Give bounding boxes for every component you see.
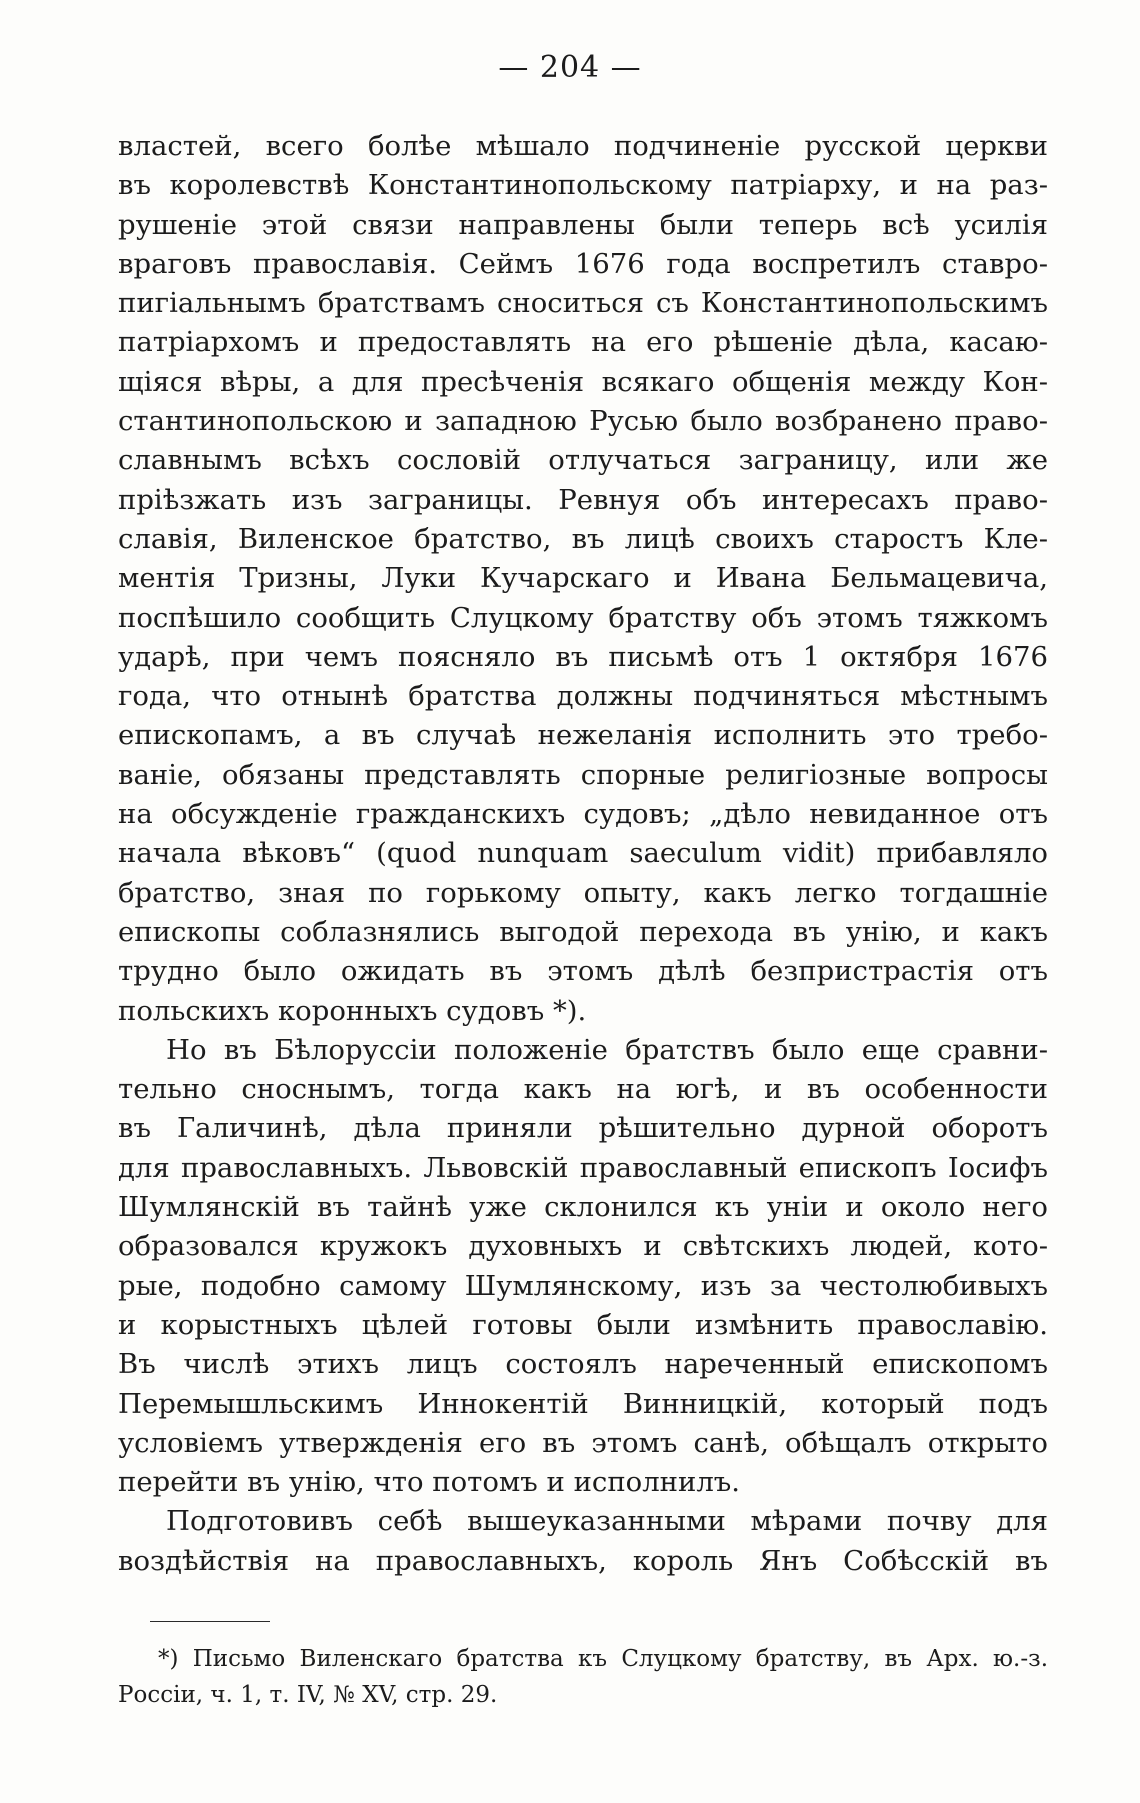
text-line: трудно было ожидать въ этомъ дѣлѣ безпристрастія отъ (118, 955, 1048, 988)
text-line: и корыстныхъ цѣлей готовы были измѣнить православію. (118, 1308, 1048, 1341)
text-line: начала вѣковъ“ (quod nunquam saeculum vidit) прибавляло (118, 837, 1048, 870)
text-line: славнымъ всѣхъ сословій отлучаться заграницу, или же (118, 444, 1048, 477)
text-line: перейти въ унію, что потомъ и исполнилъ. (118, 1466, 741, 1499)
text-line: патріархомъ и предоставлять на его рѣшеніе дѣла, касаю- (118, 326, 1048, 359)
paragraph-1 (118, 127, 1048, 1031)
text-line: щіяся вѣры, а для пресѣченія всякаго общенія между Кон- (118, 365, 1048, 398)
text-line: епископамъ, а въ случаѣ нежеланія исполнить это требо- (118, 719, 1048, 752)
page-number: — 204 — (498, 50, 642, 85)
text-line: поспѣшило сообщить Слуцкому братству объ этомъ тяжкомъ (118, 601, 1048, 634)
text-line: епископы соблазнялись выгодой перехода въ унію, и какъ (118, 915, 1048, 948)
text-line: воздѣйствія на православныхъ, король Янъ Собѣсскій въ (118, 1544, 1048, 1577)
footnote-line: Россіи, ч. 1, т. IV, № XV, стр. 29. (118, 1682, 498, 1708)
text-line: въ королевствѣ Константинопольскому патріарху, и на раз- (118, 169, 1048, 202)
footnote-divider (150, 1621, 270, 1622)
paragraph-2 (118, 1031, 1048, 1503)
text-line: условіемъ утвержденія его въ этомъ санѣ, обѣщалъ открыто (118, 1426, 1048, 1459)
text-line: ваніе, обязаны представлять спорные религіозные вопросы (118, 758, 1048, 791)
text-line: братство, зная по горькому опыту, какъ легко тогдашніе (118, 876, 1048, 909)
text-line: тельно сноснымъ, тогда какъ на югѣ, и въ особенности (118, 1073, 1048, 1106)
text-line: стантинопольскою и западною Русью было возбранено право- (118, 405, 1048, 438)
text-line: польскихъ коронныхъ судовъ *). (118, 994, 587, 1027)
text-line: враговъ православія. Сеймъ 1676 года воспретилъ ставро- (118, 247, 1048, 280)
text-line: славія, Виленское братство, въ лицѣ своихъ старостъ Кле- (118, 522, 1048, 555)
text-line: пріѣзжать изъ заграницы. Ревнуя объ интересахъ право- (118, 483, 1048, 516)
text-line: ударѣ, при чемъ поясняло въ письмѣ отъ 1 октября 1676 (118, 640, 1048, 673)
text-line: Подготовивъ себѣ вышеуказанными мѣрами почву для (166, 1505, 1048, 1538)
body-text (118, 127, 1048, 1581)
text-line: образовался кружокъ духовныхъ и свѣтскихъ людей, кото- (118, 1230, 1048, 1263)
text-line: Но въ Бѣлоруссіи положеніе братствъ было еще сравни- (166, 1033, 1048, 1066)
text-line: Шумлянскій въ тайнѣ уже склонился къ уніи и около него (118, 1191, 1048, 1224)
text-line: на обсужденіе гражданскихъ судовъ; „дѣло невиданное отъ (118, 798, 1048, 831)
text-line: властей, всего болѣе мѣшало подчиненіе русской церкви (118, 130, 1048, 162)
text-line: Въ числѣ этихъ лицъ состоялъ нареченный епископомъ (118, 1348, 1048, 1381)
text-line: для православныхъ. Львовскій православный епископъ Іосифъ (118, 1151, 1048, 1184)
text-line: ментія Тризны, Луки Кучарскаго и Ивана Бельмацевича, (118, 562, 1048, 595)
text-line: въ Галичинѣ, дѣла приняли рѣшительно дурной оборотъ (118, 1112, 1048, 1145)
text-line: пигіальнымъ братствамъ сноситься съ Константинопольскимъ (118, 287, 1048, 320)
footnote-line: *) Письмо Виленскаго братства къ Слуцкому братству, въ Арх. ю.-з. (158, 1646, 1048, 1672)
text-line: Перемышльскимъ Иннокентій Винницкій, который подъ (118, 1387, 1048, 1420)
text-line: рушеніе этой связи направлены были теперь всѣ усилія (118, 208, 1048, 241)
text-line: года, что отнынѣ братства должны подчиняться мѣстнымъ (118, 680, 1048, 713)
footnote (118, 1641, 1048, 1713)
paragraph-3 (118, 1502, 1048, 1581)
text-line: рые, подобно самому Шумлянскому, изъ за честолюбивыхъ (118, 1269, 1048, 1302)
